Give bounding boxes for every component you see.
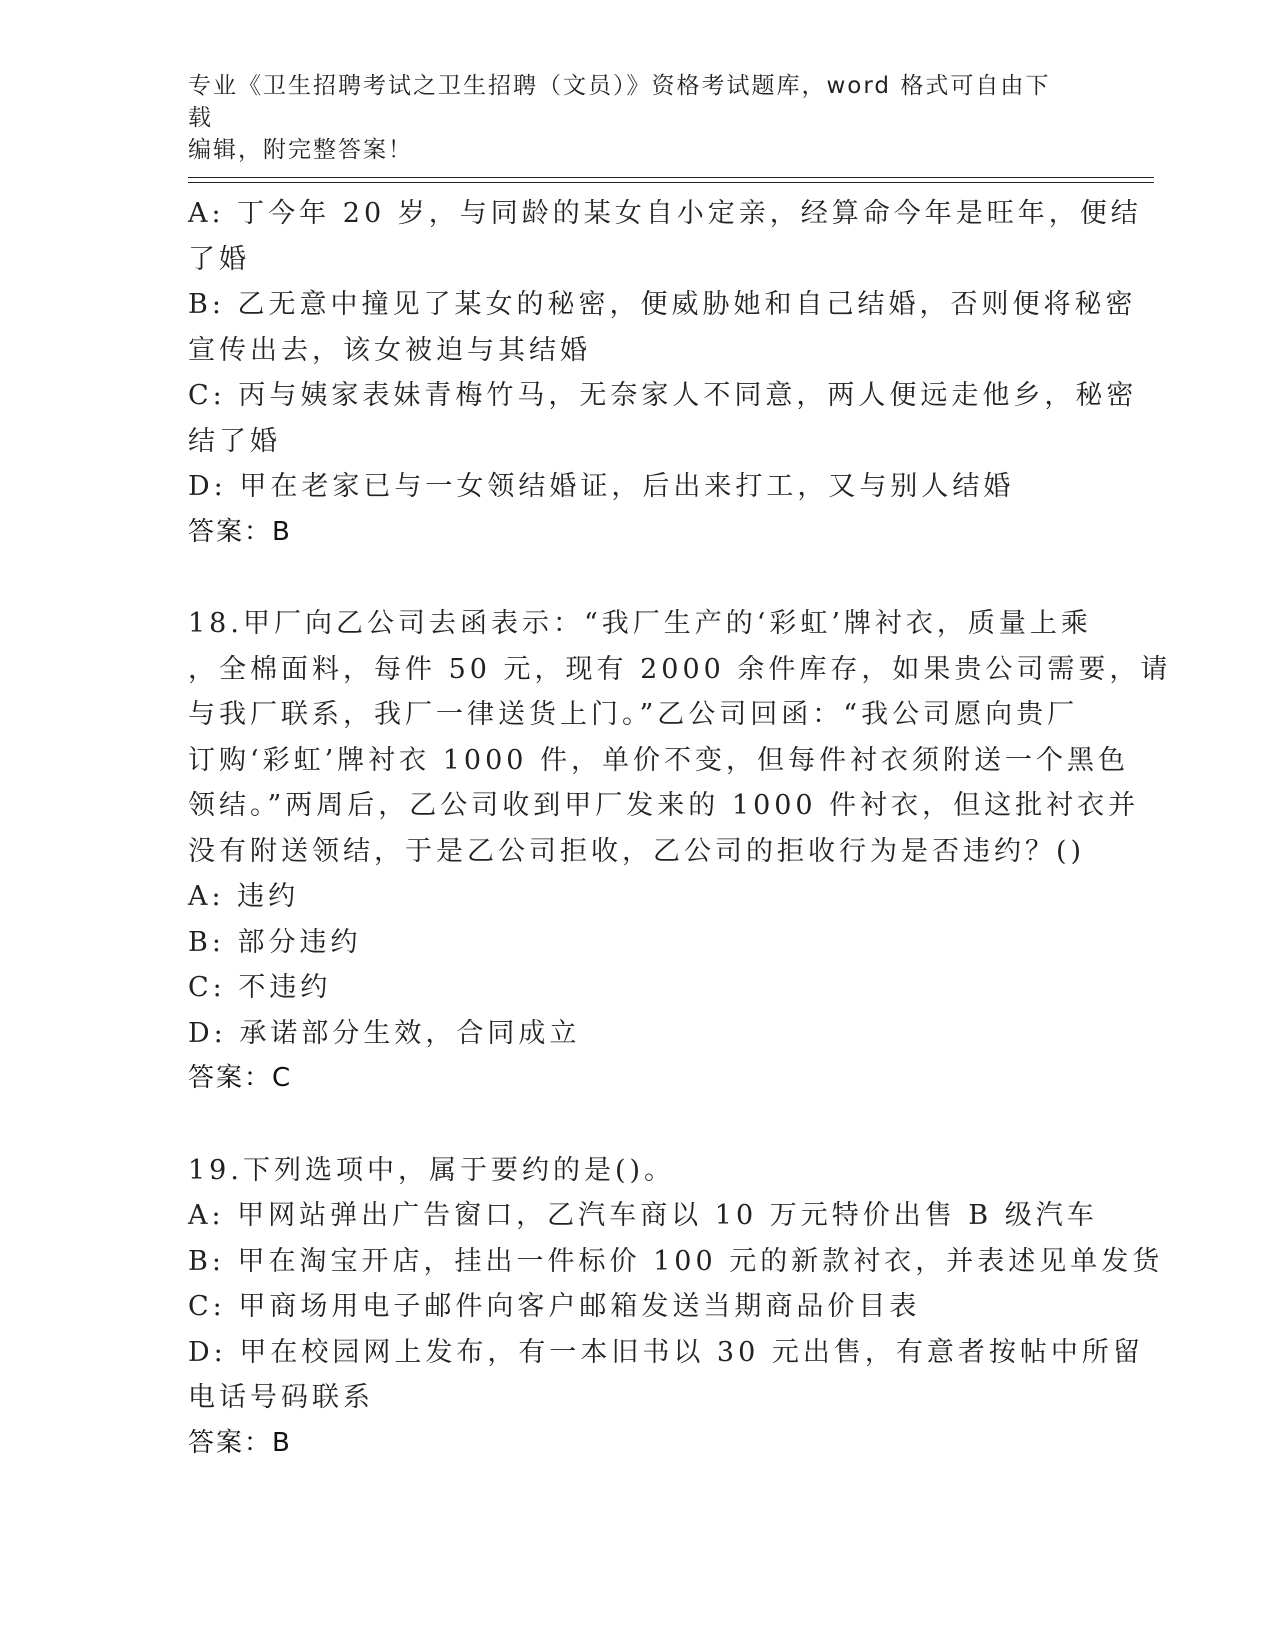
option-a-line-1: A: 丁今年 20 岁，与同龄的某女自小定亲，经算命今年是旺年，便结: [188, 198, 1142, 229]
question-content: [188, 191, 1172, 1466]
option-d-line-2: 电话号码联系: [188, 1382, 374, 1413]
answer-17: 答案：B: [188, 516, 292, 547]
question-stem-line-4: 订购‘彩虹’牌衬衣 1000 件，单价不变，但每件衬衣须附送一个黑色: [188, 744, 1130, 776]
option-b-line-2: 宣传出去，该女被迫与其结婚: [188, 334, 591, 366]
option-c: C: 不违约: [188, 972, 332, 1003]
question-18: [188, 601, 1172, 1102]
header-line-1: 专业《卫生招聘考试之卫生招聘（文员）》资格考试题库，word 格式可自由下载: [188, 73, 1051, 131]
option-d-line-1: D: 甲在校园网上发布，有一本旧书以 30 元出售，有意者按帖中所留: [188, 1336, 1144, 1368]
option-c-line-1: C: 丙与姨家表妹青梅竹马，无奈家人不同意，两人便远走他乡，秘密: [188, 380, 1138, 411]
option-b: B: 甲在淘宝开店，挂出一件标价 100 元的新款衬衣，并表述见单发货: [188, 1245, 1164, 1277]
header-line-2: 编辑，附完整答案！: [188, 137, 413, 163]
question-stem-line-1: 18.甲厂向乙公司去函表示：“我厂生产的‘彩虹’牌衬衣，质量上乘: [188, 608, 1092, 639]
question-stem-line-2: ，全棉面料，每件 50 元，现有 2000 余件库存，如果贵公司需要，请: [188, 653, 1172, 685]
question-stem-line-5: 领结。”两周后，乙公司收到甲厂发来的 1000 件衬衣，但这批衬衣并: [188, 790, 1140, 821]
option-a: A: 甲网站弹出广告窗口，乙汽车商以 10 万元特价出售 B 级汽车: [188, 1200, 1098, 1231]
option-d: D: 承诺部分生效，合同成立: [188, 1017, 581, 1049]
option-d-line-1: D: 甲在老家已与一女领结婚证，后出来打工，又与别人结婚: [188, 471, 1015, 502]
answer-19: 答案：B: [188, 1427, 292, 1458]
question-stem-line-3: 与我厂联系，我厂一律送货上门。”乙公司回函：“我公司愿向贵厂: [188, 699, 1079, 730]
header-divider-top: [188, 177, 1154, 178]
question-stem-line-1: 19.下列选项中，属于要约的是()。: [188, 1154, 676, 1186]
question-17: [188, 191, 1142, 555]
answer-18: 答案：C: [188, 1063, 293, 1093]
option-c-line-2: 结了婚: [188, 425, 281, 457]
question-stem-line-6: 没有附送领结，于是乙公司拒收，乙公司的拒收行为是否违约？(): [188, 835, 1086, 867]
document-header: [188, 70, 1068, 166]
option-a-line-2: 了婚: [188, 243, 250, 275]
spacer: [188, 1102, 1078, 1148]
question-19: [188, 1148, 1164, 1467]
spacer: [188, 555, 1078, 601]
option-a: A: 违约: [188, 881, 300, 912]
option-b-line-1: B: 乙无意中撞见了某女的秘密，便威胁她和自己结婚，否则便将秘密: [188, 289, 1137, 320]
header-divider-bottom: [188, 182, 1154, 183]
option-b: B: 部分违约: [188, 926, 362, 958]
option-c: C: 甲商场用电子邮件向客户邮箱发送当期商品价目表: [188, 1291, 921, 1322]
